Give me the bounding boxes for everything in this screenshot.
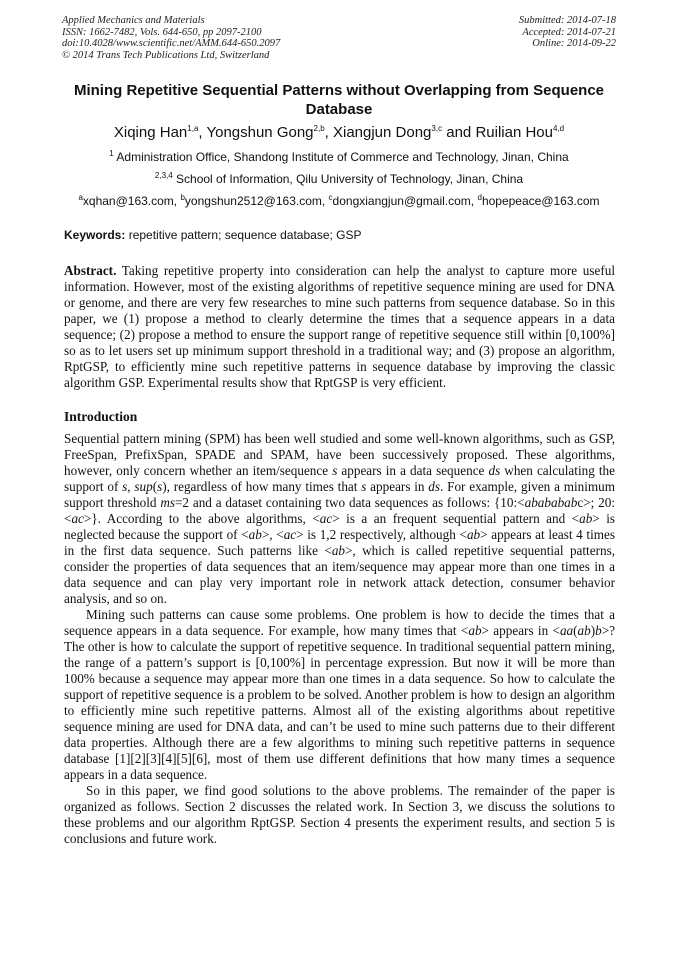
body-paragraph: So in this paper, we find good solutions to the above problems. The remainder of the paper is organized as follows. Section 2 discusses the related work. In Section 3, we discuss the solutions to these problems and our algorithm RptGSP. Section 4 presents the experiment results, and section 5 is conclusions and future work. (64, 783, 615, 846)
accepted-date: Accepted: 2014-07-21 (522, 26, 616, 38)
submission-dates (519, 15, 616, 50)
paper-title: Mining Repetitive Sequential Patterns without Overlapping from Sequence Database (73, 82, 605, 118)
keywords-label: Keywords: (64, 228, 126, 242)
journal-info (62, 15, 280, 61)
introduction-body (64, 431, 615, 847)
abstract (64, 263, 615, 391)
abstract-text: Taking repetitive property into consideration can help the analyst to capture more useful information. However, most of the existing algorithms of repetitive sequence mining are used for DNA or genome, and there are very few researches to mine such patterns from sequence database. So in this paper, we (1) propose a method to clearly determine the times that a sequence appears in a data sequence; (2) propose a method to ensure the support range of repetitive sequence still within [0,100%] so as to let users set up minimum support threshold in a traditional way; and (3) propose an algorithm, RptGSP, to efficiently mine such repetitive patterns in sequence database by improving the classic algorithm GSP. Experimental results show that RptGSP is very efficient. (64, 263, 615, 390)
author: Yongshun Gong$^{2,b}$, (206, 124, 333, 141)
author-list (40, 124, 638, 142)
section-heading: Introduction (64, 409, 138, 424)
journal-name: Applied Mechanics and Materials (62, 15, 205, 26)
affiliation-1: $^1$ Administration Office, Shandong Institute of Commerce and Technology, Jinan, China (109, 149, 569, 164)
journal-copyright: © 2014 Trans Tech Publications Ltd, Switzerland (62, 49, 270, 61)
submitted-date: Submitted: 2014-07-18 (518, 15, 616, 26)
body-paragraph: Mining such patterns can cause some problems. One problem is how to decide the times that a sequence appears in a data sequence. For example, how many times that <ab> appears in <aa(ab)b>? The other is how to calculate the support of repetitive sequence. In traditional sequential pattern mining, the range of a pattern’s support is [0,100%] in percentage expression. But now it will be more than 100% because a sequence may appear more than one times in a data sequence. So how to calculate the support of repetitive sequence is a problem to be solved. Another problem is how to design an algorithm to efficiently mine such repetitive patterns. Almost all of the existing algorithms about repetitive sequence mining are used for DNA data, and can’t be used to mine such patterns due to their different data properties. Although there are a few algorithms to mining such repetitive patterns in sequence database [1][2][3][4][5][6], most of them use different definitions that how many times a sequence appears in a data sequence. (64, 607, 616, 782)
journal-doi: doi:10.4028/www.scientific.net/AMM.644-650.2097 (62, 38, 281, 49)
author: Xiangjun Dong$^{3,c}$ and (332, 124, 476, 141)
author: Ruilian Hou$^{4,d}$ (475, 124, 565, 141)
journal-issn: ISSN: 1662-7482, Vols. 644-650, pp 2097-2100 (62, 26, 262, 38)
online-date: Online: 2014-09-22 (532, 38, 616, 49)
abstract-label: Abstract. (64, 263, 117, 278)
author: Xiqing Han$^{1,a}$, (113, 124, 207, 141)
keywords (64, 228, 616, 243)
affiliation-2: $^{2,3,4}$ School of Information, Qilu University of Technology, Jinan, China (154, 171, 524, 186)
keywords-text: repetitive pattern; sequence database; GSP (125, 228, 362, 242)
body-paragraph: Sequential pattern mining (SPM) has been well studied and some well-known algorithms, such as GSP, FreeSpan, PrefixSpan, SPADE and SPAM, have been successively proposed. These algorithms, however, only concern whether an item/sequence s appears in a data sequence ds when calculating the support of s, sup(s), regardless of how many times that s appears in ds. For example, given a minimum support threshold ms=2 and a dataset containing two data sequences as follows: {10:<ababababc>; 20:<ac>}. According to the above algorithms, <ac> is a an frequent sequential pattern and <ab> is neglected because the support of <ab>, <ac> is 1,2 respectively, although <ab> appears at least 4 times in the first data sequence. Such patterns like <ab>, which is called repetitive sequential patterns, consider the properties of data sequences that an item/sequence may appear more than one times in a data sequence and can play very important role in network attack detection, consumer behavior analysis, and so on. (64, 431, 616, 606)
author-emails: $^a$xqhan@163.com, $^b$yongshun2512@163.com, $^c$dongxiangjun@gmail.com, $^d$hopepeace@163.com (78, 193, 600, 208)
